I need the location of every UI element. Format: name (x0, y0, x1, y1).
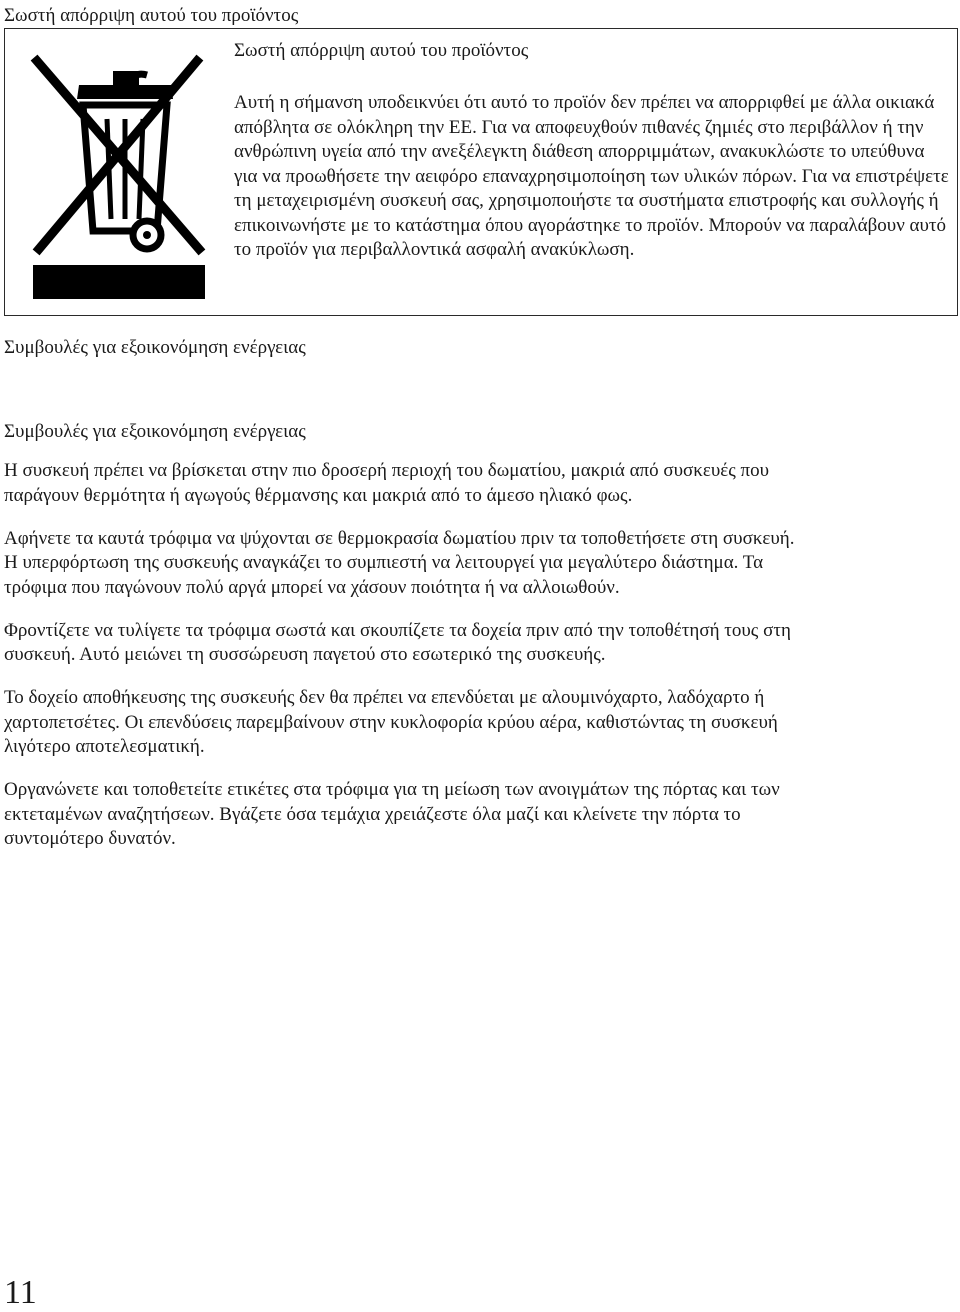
disposal-info-box (4, 28, 958, 316)
disposal-heading: Σωστή απόρριψη αυτού του προϊόντος (4, 5, 299, 26)
energy-tip: Η συσκευή πρέπει να βρίσκεται στην πιο δροσερή περιοχή του δωματίου, μακριά από συσκευές που παράγουν θερμότητα ή αγωγούς θέρμανσης και μακριά από το άμεσο ηλιακό φως. (4, 460, 769, 506)
energy-tips (4, 459, 804, 870)
page-number: 11 (4, 1274, 37, 1311)
crossed-out-wheelie-bin-icon (27, 49, 209, 299)
energy-tip: Φροντίζετε να τυλίγετε τα τρόφιμα σωστά και σκουπίζετε τα δοχεία πριν από την τοποθέτησή τους στη συσκευή. Αυτό μειώνει τη συσσώρευση παγετού στο εσωτερικό της συσκευής. (4, 619, 791, 665)
disposal-box-title: Σωστή απόρριψη αυτού του προϊόντος (234, 40, 529, 61)
energy-subheading: Συμβουλές για εξοικονόμηση ενέργειας (4, 421, 306, 442)
energy-heading: Συμβουλές για εξοικονόμηση ενέργειας (4, 337, 306, 358)
energy-tip: Αφήνετε τα καυτά τρόφιμα να ψύχονται σε θερμοκρασία δωματίου πριν τα τοποθετήσετε στη συσκευή. Η υπερφόρτωση της συσκευής αναγκάζει το συμπιεστή να λειτουργεί για μεγαλύτερο διάστημα. Τα τρόφιμα που παγώνουν πολύ αργά μπορεί να χάσουν ποιότητα ή να αλλοιωθούν. (4, 527, 795, 598)
energy-tip: Το δοχείο αποθήκευσης της συσκευής δεν θα πρέπει να επενδύεται με αλουμινόχαρτο, λαδόχαρτο ή χαρτοπετσέτες. Οι επενδύσεις παρεμβαίνουν στην κυκλοφορία κρύου αέρα, καθιστώντας τη συσκευή λιγότερο αποτελεσματική. (4, 687, 778, 757)
disposal-body-text: Αυτή η σήμανση υποδεικνύει ότι αυτό το προϊόν δεν πρέπει να απορριφθεί με άλλα οικιακά απόβλητα σε ολόκληρη την ΕΕ. Για να αποφευχθούν πιθανές ζημιές στο περιβάλλον ή την ανθρώπινη υγεία από την ανεξέλεγκτη διάθεση απορριμμάτων, ανακυκλώστε το υπεύθυνα για να προωθήσετε την αειφόρο επαναχρησιμοποίηση των υλικών πόρων. Για να επιστρέψετε τη μεταχειρισμένη συσκευή σας, χρησιμοποιήστε τα συστήματα επιστροφής και συλλογής ή επικοινωνήστε με το κατάστημα όπου αγοράστηκε το προϊόν. Μπορούν να παραλάβουν αυτό το προϊόν για περιβαλλοντικά ασφαλή ανακύκλωση. (234, 92, 949, 260)
energy-tip: Οργανώνετε και τοποθετείτε ετικέτες στα τρόφιμα για τη μείωση των ανοιγμάτων της πόρτας και των εκτεταμένων αναζητήσεων. Βγάζετε όσα τεμάχια χρειάζεστε όλα μαζί και κλείνετε την πόρτα το συντομότερο δυνατόν. (4, 779, 780, 849)
